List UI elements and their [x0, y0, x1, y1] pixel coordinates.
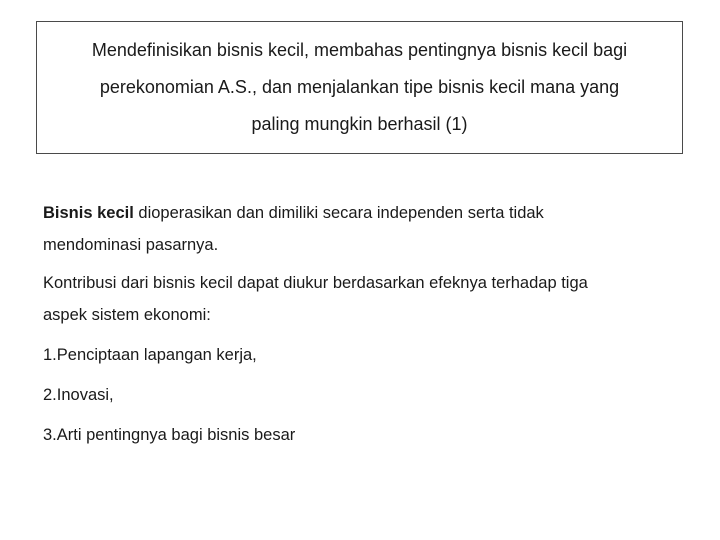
list-item-1: 1.Penciptaan lapangan kerja, — [43, 346, 257, 364]
definition-term: Bisnis kecil — [43, 204, 134, 222]
definition-line-2: mendominasi pasarnya. — [43, 236, 219, 254]
list-item-3: 3.Arti pentingnya bagi bisnis besar — [43, 426, 296, 444]
list-item-2: 2.Inovasi, — [43, 386, 114, 404]
contribution-line-1: Kontribusi dari bisnis kecil dapat diukur berdasarkan efeknya terhadap tiga — [43, 274, 588, 292]
body-content — [43, 197, 683, 451]
title-box — [36, 21, 683, 154]
definition-line-1 — [43, 197, 683, 229]
title-line-2: perekonomian A.S., dan menjalankan tipe bisnis kecil mana yang — [99, 77, 620, 97]
title-line-1: Mendefinisikan bisnis kecil, membahas pentingnya bisnis kecil bagi — [91, 40, 628, 60]
contribution-line-2: aspek sistem ekonomi: — [43, 306, 211, 324]
title-line-3: paling mungkin berhasil (1) — [251, 114, 468, 134]
definition-text: dioperasikan dan dimiliki secara independen serta tidak — [133, 204, 544, 222]
